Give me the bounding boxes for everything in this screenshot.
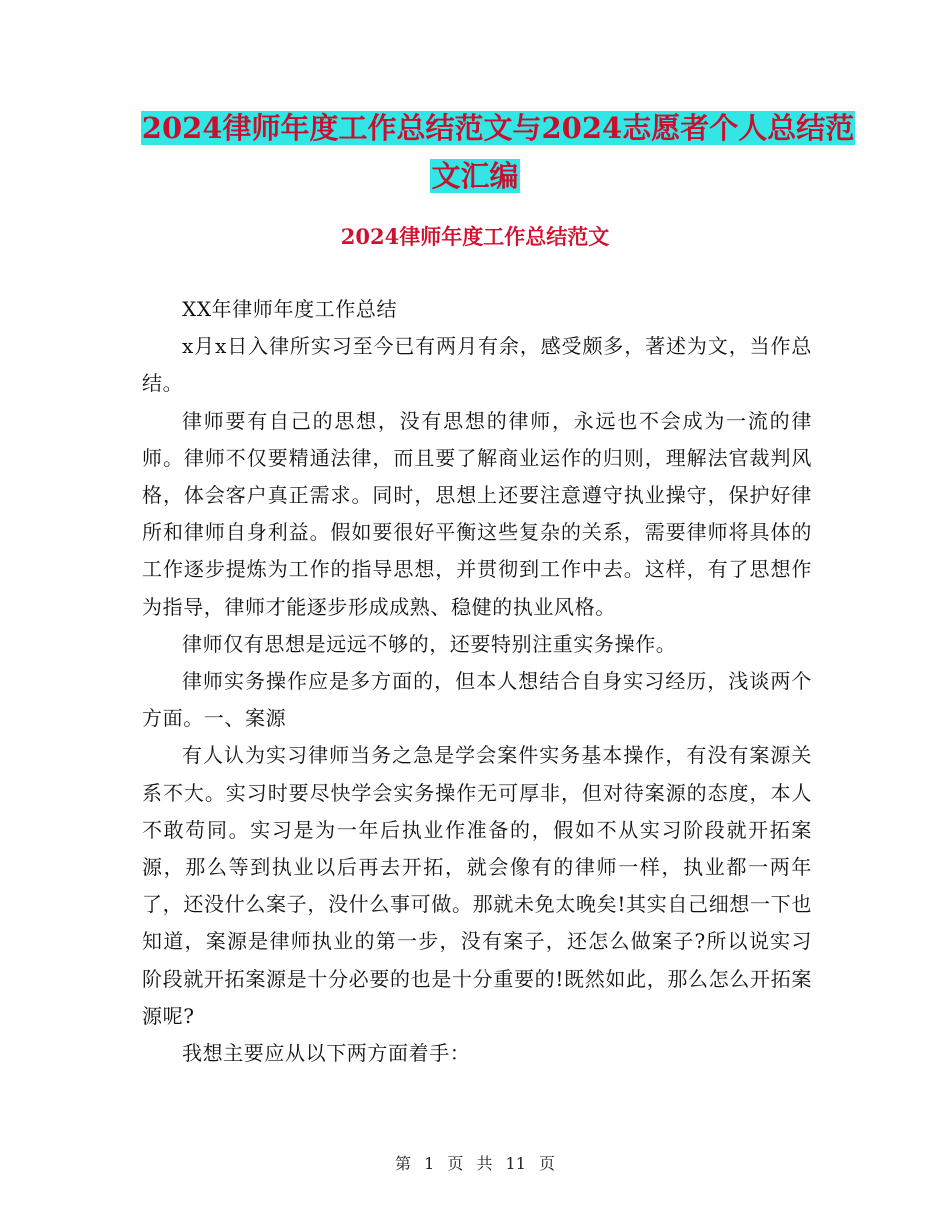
paragraph-heading: XX年律师年度工作总结 [182, 297, 398, 321]
document-title-line-2: 文汇编 [431, 159, 519, 193]
document-body [142, 291, 812, 1072]
document-title [0, 104, 950, 200]
document-title-line-1: 2024律师年度工作总结范文与2024志愿者个人总结范 [141, 111, 855, 145]
page-footer: 第 1 页 共 11 页 [395, 1154, 555, 1173]
paragraph: x月x日入律所实习至今已有两月有余，感受颇多，著述为文，当作总结。 [142, 334, 812, 396]
paragraph: 律师实务操作应是多方面的，但本人想结合自身实习经历，浅谈两个方面。一、案源 [142, 669, 812, 731]
section-title: 2024律师年度工作总结范文 [340, 224, 610, 249]
paragraph: 我想主要应从以下两方面着手： [182, 1041, 471, 1066]
paragraph: 律师仅有思想是远远不够的，还要特别注重实务操作。 [182, 631, 677, 656]
paragraph: 有人认为实习律师当务之急是学会案件实务基本操作，有没有案源关系不大。实习时要尽快学会实务操作无可厚非，但对待案源的态度，本人不敢苟同。实习是为一年后执业作准备的，假如不从实习阶段就开拓案源，那么等到执业以后再去开拓，就会像有的律师一样，执业都一两年了，还没什么案子，没什么事可做。那就未免太晚矣!其实自己细想一下也知道，案源是律师执业的第一步，没有案子，还怎么做案子?所以说实习阶段就开拓案源是十分必要的也是十分重要的!既然如此，那么怎么开拓案源呢? [142, 743, 812, 1028]
paragraph: 律师要有自己的思想，没有思想的律师，永远也不会成为一流的律师。律师不仅要精通法律，而且要了解商业运作的归则，理解法官裁判风格，体会客户真正需求。同时，思想上还要注意遵守执业操守，保护好律所和律师自身利益。假如要很好平衡这些复杂的关系，需要律师将具体的工作逐步提炼为工作的指导思想，并贯彻到工作中去。这样，有了思想作为指导，律师才能逐步形成成熟、稳健的执业风格。 [142, 408, 812, 619]
